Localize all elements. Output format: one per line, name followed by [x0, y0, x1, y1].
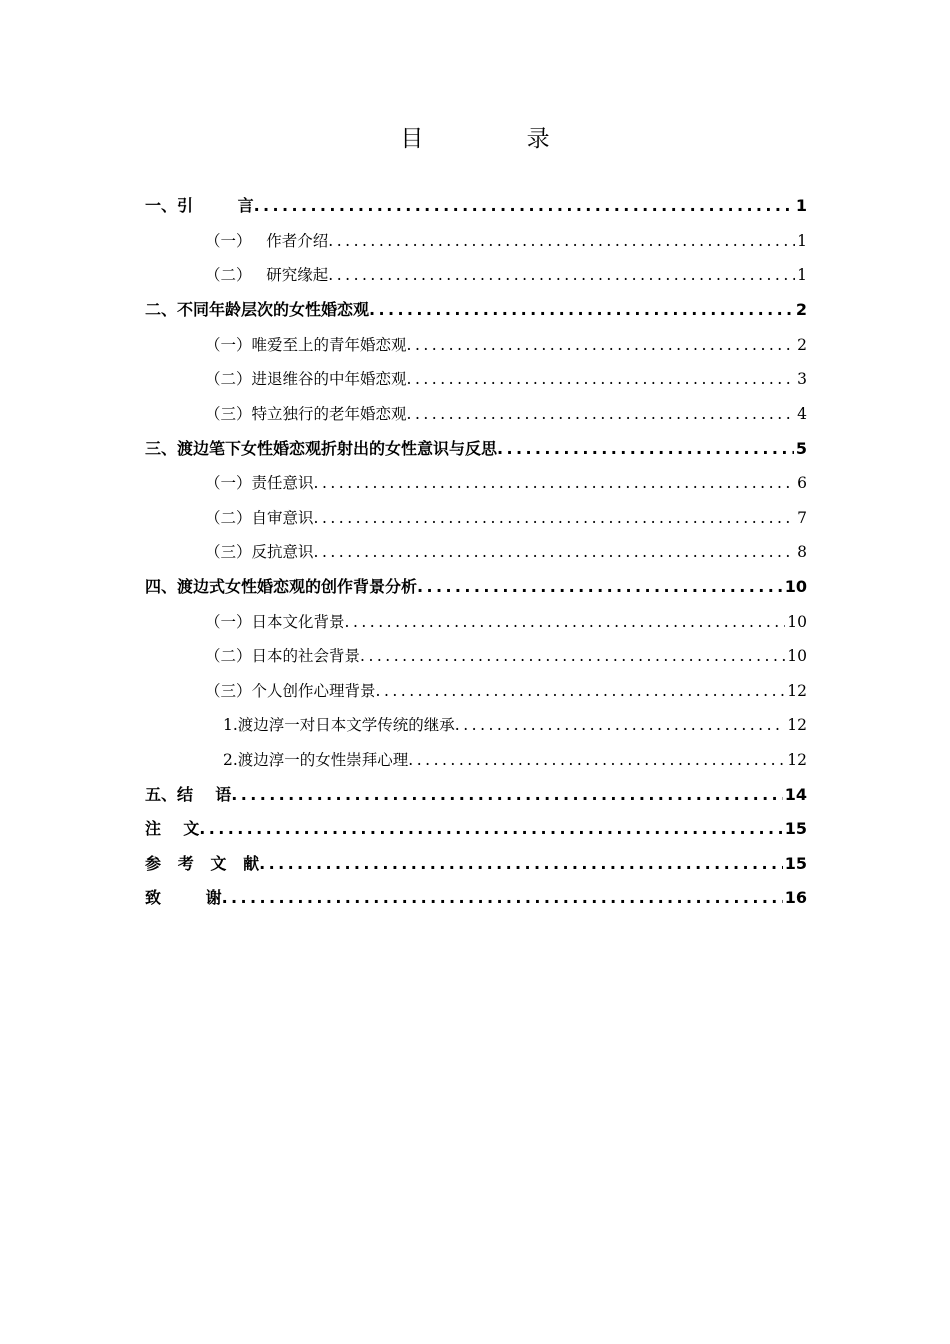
leader-dots: [455, 708, 785, 742]
toc-title: 目 录: [400, 126, 598, 152]
leader-dots: [314, 535, 796, 569]
toc-entry-page: 6: [797, 474, 807, 492]
toc-entry-label: 致 谢: [145, 888, 222, 907]
toc-entry[interactable]: [145, 189, 807, 223]
toc-entry[interactable]: [223, 708, 807, 742]
leader-dots: [407, 397, 796, 431]
toc-entry-label: 注 文: [145, 819, 200, 838]
toc-entry-page: 12: [787, 682, 807, 700]
toc-entry-label: 四、渡边式女性婚恋观的创作背景分析: [145, 577, 418, 596]
toc-entry-label: 2.渡边淳一的女性崇拜心理: [223, 751, 409, 769]
leader-dots: [199, 812, 782, 846]
leader-dots: [328, 258, 795, 292]
toc-entry-page: 5: [795, 439, 807, 458]
leader-dots: [222, 881, 783, 915]
toc-entry-page: 4: [797, 405, 807, 423]
toc-entry-page: 1: [797, 232, 807, 250]
toc-entry-page: 10: [787, 647, 807, 665]
toc-entry[interactable]: [145, 432, 807, 466]
toc-entry-label: 五、结 语: [145, 785, 232, 804]
toc-entry[interactable]: [145, 812, 807, 846]
toc-entry-label: （三）特立独行的老年婚恋观: [205, 405, 407, 423]
toc-entry-page: 8: [797, 543, 807, 561]
leader-dots: [314, 501, 796, 535]
toc-entry-label: （一）责任意识: [205, 474, 314, 492]
leader-dots: [360, 639, 785, 673]
leader-dots: [231, 778, 782, 812]
leader-dots: [259, 847, 783, 881]
toc-entry-page: 1: [795, 196, 807, 215]
toc-entry-page: 10: [784, 577, 807, 596]
toc-entry-label: 三、渡边笔下女性婚恋观折射出的女性意识与反思: [145, 439, 498, 458]
leader-dots: [345, 605, 786, 639]
toc-entry-page: 15: [784, 819, 807, 838]
toc-entry-page: 14: [784, 785, 807, 804]
toc-entry-page: 16: [784, 888, 807, 907]
toc-entry[interactable]: [145, 293, 807, 327]
toc-entry[interactable]: [205, 639, 807, 673]
toc-entry-label: 1.渡边淳一对日本文学传统的继承: [223, 716, 455, 734]
leader-dots: [497, 432, 794, 466]
toc-entry[interactable]: [145, 570, 807, 604]
leader-dots: [408, 743, 785, 777]
toc-entry-page: 1: [797, 266, 807, 284]
toc-entry[interactable]: [205, 328, 807, 362]
toc-entry-page: 3: [797, 370, 807, 388]
toc-entry-page: 2: [797, 336, 807, 354]
toc-entry-label: （一）日本文化背景: [205, 613, 345, 631]
toc-entry[interactable]: [205, 605, 807, 639]
toc-entry-page: 12: [787, 751, 807, 769]
toc-entry[interactable]: [205, 501, 807, 535]
toc-entry-label: （二）日本的社会背景: [205, 647, 361, 665]
toc-entry-label: 参 考 文 献: [145, 854, 260, 873]
toc-entry-label: （二）进退维谷的中年婚恋观: [205, 370, 407, 388]
toc-entry-label: （二）自审意识: [205, 509, 314, 527]
toc-entry[interactable]: [205, 362, 807, 396]
toc-entry[interactable]: [205, 224, 807, 258]
toc-entry-page: 12: [787, 716, 807, 734]
toc-entry[interactable]: [205, 466, 807, 500]
toc-entry-label: （三）反抗意识: [205, 543, 314, 561]
toc-entry-page: 15: [784, 854, 807, 873]
toc-entry[interactable]: [145, 881, 807, 915]
toc-entry[interactable]: [205, 397, 807, 431]
leader-dots: [254, 189, 794, 223]
leader-dots: [417, 570, 783, 604]
toc-entry-label: （一） 作者介绍: [205, 232, 329, 250]
toc-entry-page: 10: [787, 613, 807, 631]
leader-dots: [407, 362, 796, 396]
toc-entry[interactable]: [145, 778, 807, 812]
leader-dots: [314, 466, 796, 500]
leader-dots: [328, 224, 795, 258]
toc-entry-label: （二） 研究缘起: [205, 266, 329, 284]
toc-entry[interactable]: [223, 743, 807, 777]
leader-dots: [376, 674, 786, 708]
toc-entry[interactable]: [205, 535, 807, 569]
toc-entry-label: 一、引 言: [145, 196, 254, 215]
toc-entry-page: 7: [797, 509, 807, 527]
toc-entry-label: （一）唯爱至上的青年婚恋观: [205, 336, 407, 354]
toc-entry[interactable]: [145, 847, 807, 881]
toc-entry-label: 二、不同年龄层次的女性婚恋观: [145, 300, 370, 319]
toc-entry[interactable]: [205, 258, 807, 292]
leader-dots: [407, 328, 796, 362]
toc-entry-label: （三）个人创作心理背景: [205, 682, 376, 700]
leader-dots: [369, 293, 794, 327]
toc-entry[interactable]: [205, 674, 807, 708]
toc-entry-page: 2: [795, 300, 807, 319]
